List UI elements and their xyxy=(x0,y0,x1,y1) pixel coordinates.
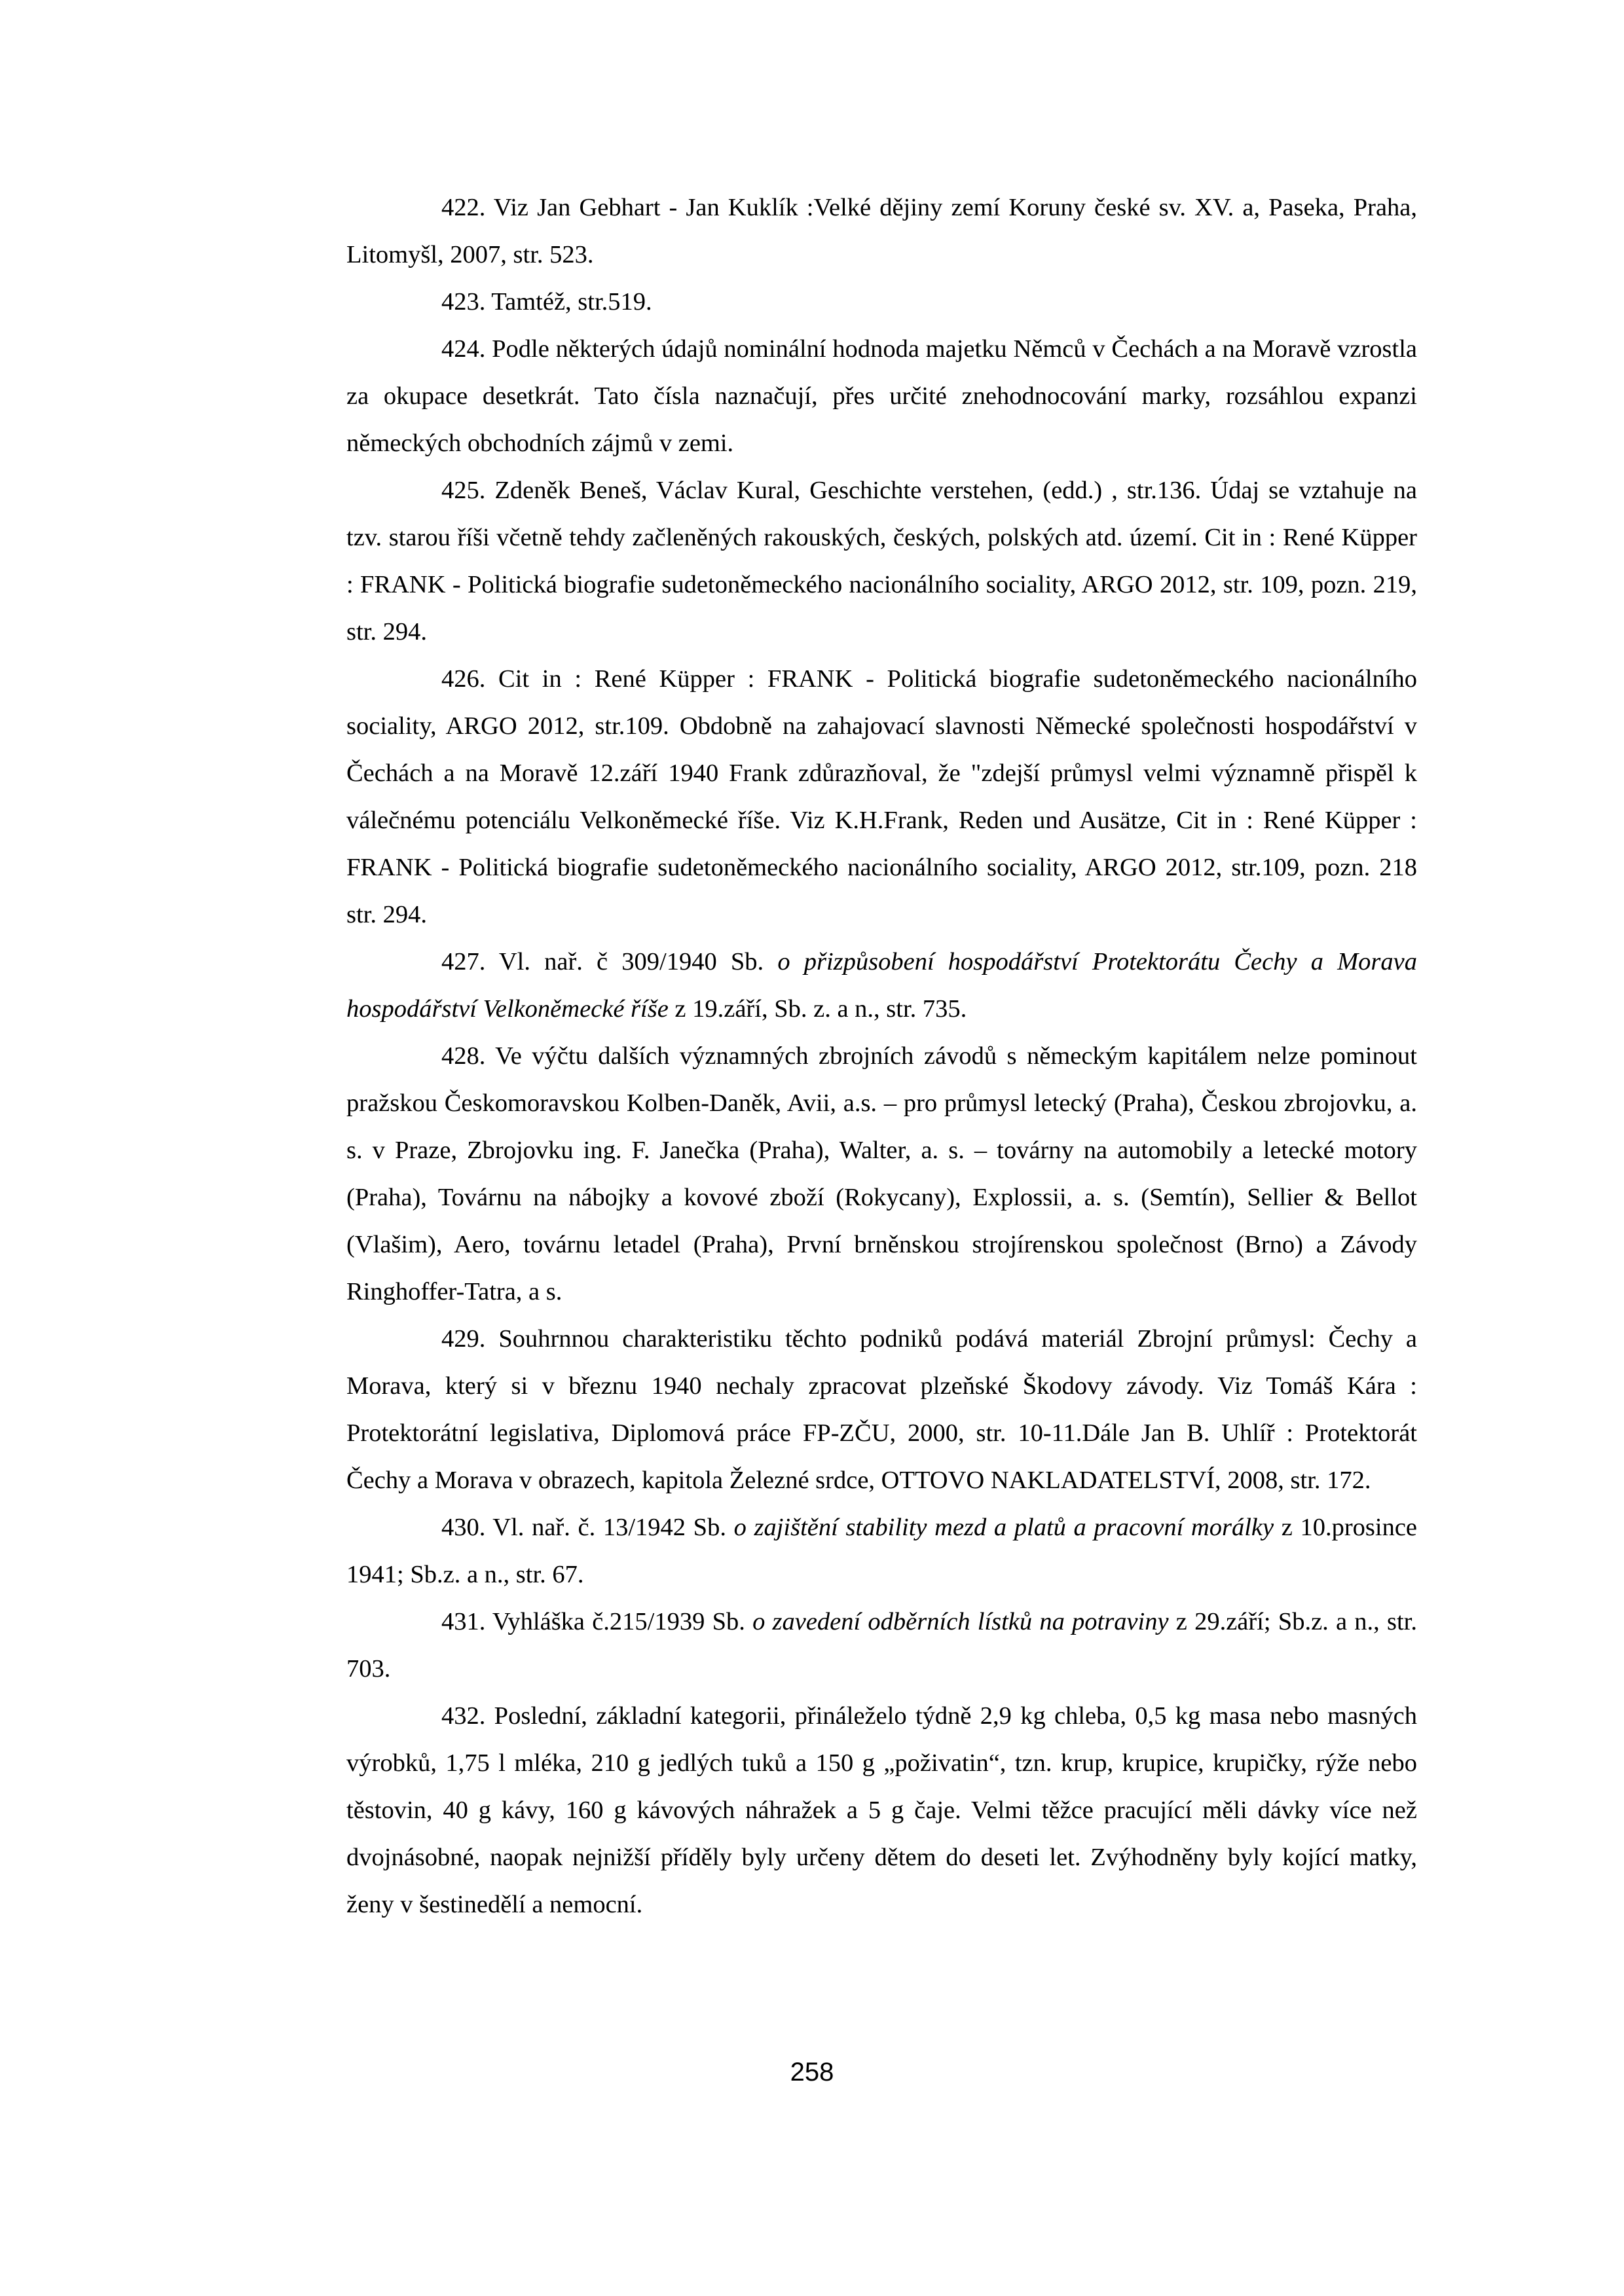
endnote-430 xyxy=(346,1504,1417,1598)
endnote-432: 432. Poslední, základní kategorii, přináleželo týdně 2,9 kg chleba, 0,5 kg masa nebo masných výrobků, 1,75 l mléka, 210 g jedlých tuků a 150 g „poživatin“, tzn. krup, krupice, krupičky, rýže nebo těstovin, 40 g kávy, 160 g kávových náhražek a 5 g čaje. Velmi těžce pracující měli dávky více než dvojnásobné, naopak nejnižší příděly byly určeny dětem do deseti let. Zvýhodněny byly kojící matky, ženy v šestinedělí a nemocní. xyxy=(346,1702,1417,1918)
endnote-425: 425. Zdeněk Beneš, Václav Kural, Geschichte verstehen, (edd.) , str.136. Údaj se vztahuje na tzv. starou říši včetně tehdy začleněných rakouských, českých, polských atd. území. Cit in : René Küpper : FRANK - Politická biografie sudetoněmeckého nacionálního sociality, ARGO 2012, str. 109, pozn. 219, str. 294. xyxy=(346,477,1417,646)
endnote-431 xyxy=(346,1598,1417,1692)
endnote-423: 423. Tamtéž, str.519. xyxy=(441,288,652,316)
endnotes xyxy=(346,184,1417,1928)
endnote-427-tail: z 19.září, Sb. z. a n., str. 735. xyxy=(668,995,967,1023)
endnote-427 xyxy=(346,938,1417,1032)
endnote-430-lead: 430. Vl. nař. č. 13/1942 Sb. xyxy=(441,1514,734,1541)
endnote-431-italic-title: o zavedení odběrních lístků na potraviny xyxy=(752,1608,1169,1635)
endnote-428: 428. Ve výčtu dalších významných zbrojních závodů s německým kapitálem nelze pominout pražskou Českomoravskou Kolben-Daněk, Avii, a.s. – pro průmysl letecký (Praha), Českou zbrojovku, a. s. v Praze, Zbrojovku ing. F. Janečka (Praha), Walter, a. s. – továrny na automobily a letecké motory (Praha), Továrnu na nábojky a kovové zboží (Rokycany), Explossii, a. s. (Semtín), Sellier & Bellot (Vlašim), Aero, továrnu letadel (Praha), První brněnskou strojírenskou společnost (Brno) a Závody Ringhoffer-Tatra, a s. xyxy=(346,1042,1417,1305)
endnote-431-tail: z 29.září; Sb.z. a n., str. 703. xyxy=(346,1608,1417,1683)
endnote-429: 429. Souhrnnou charakteristiku těchto podniků podává materiál Zbrojní průmysl: Čechy a Morava, který si v březnu 1940 nechaly zpracovat plzeňské Škodovy závody. Viz Tomáš Kára : Protektorátní legislativa, Diplomová práce FP-ZČU, 2000, str. 10-11.Dále Jan B. Uhlíř : Protektorát Čechy a Morava v obrazech, kapitola Železné srdce, OTTOVO NAKLADATELSTVÍ, 2008, str. 172. xyxy=(346,1325,1417,1494)
endnote-422: 422. Viz Jan Gebhart - Jan Kuklík :Velké dějiny zemí Koruny české sv. XV. a, Paseka, Praha, Litomyšl, 2007, str. 523. xyxy=(346,194,1417,268)
endnote-430-tail: z 10.prosince 1941; Sb.z. a n., str. 67. xyxy=(346,1514,1417,1588)
endnote-427-italic-title: o přizpůsobení hospodářství Protektorátu Čechy a Morava hospodářství Velkoněmecké říše xyxy=(346,948,1417,1023)
endnote-427-lead: 427. Vl. nař. č 309/1940 Sb. xyxy=(441,948,778,975)
endnote-431-lead: 431. Vyhláška č.215/1939 Sb. xyxy=(441,1608,753,1635)
endnote-430-italic-title: o zajištění stability mezd a platů a pracovní morálky xyxy=(733,1514,1274,1541)
endnote-424: 424. Podle některých údajů nominální hodnoda majetku Němců v Čechách a na Moravě vzrostla za okupace desetkrát. Tato čísla naznačují, přes určité znehodnocování marky, rozsáhlou expanzi německých obchodních zájmů v zemi. xyxy=(346,335,1417,457)
endnote-426: 426. Cit in : René Küpper : FRANK - Politická biografie sudetoněmeckého nacionálního sociality, ARGO 2012, str.109. Obdobně na zahajovací slavnosti Německé společnosti hospodářství v Čechách a na Moravě 12.září 1940 Frank zdůrazňoval, že "zdejší průmysl velmi významně přispěl k válečnému potenciálu Velkoněmecké říše. Viz K.H.Frank, Reden und Ausätze, Cit in : René Küpper : FRANK - Politická biografie sudetoněmeckého nacionálního sociality, ARGO 2012, str.109, pozn. 218 str. 294. xyxy=(346,665,1417,928)
page-number: 258 xyxy=(790,2058,834,2086)
